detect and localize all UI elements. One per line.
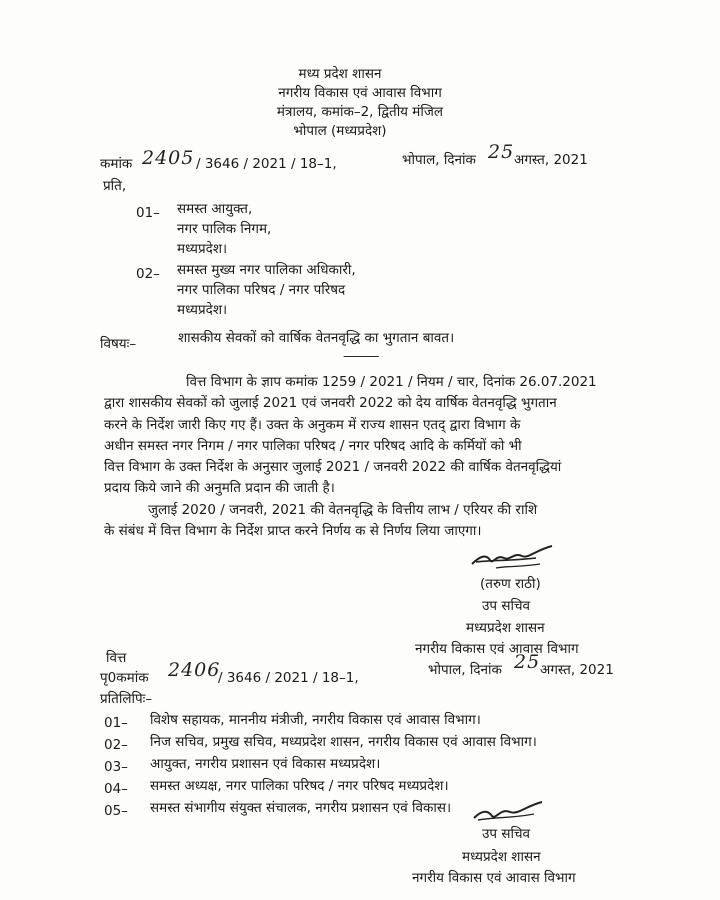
subject-label: विषयः– <box>100 336 137 352</box>
to-item-line: समस्त आयुक्त, <box>177 201 253 217</box>
copy-item-text: समस्त संभागीय संयुक्त संचालक, नगरीय प्रशासन एवं विकास। <box>150 800 452 816</box>
signature-scribble-1 <box>466 540 558 576</box>
signatory2-dept: नगरीय विकास एवं आवास विभाग <box>412 870 576 886</box>
signatory-name: (तरुण राठी) <box>480 576 541 592</box>
header-city: भोपाल (मध्यप्रदेश) <box>293 123 387 139</box>
copy-item-number: 01– <box>104 715 128 731</box>
signatory2-govt: मध्यप्रदेश शासन <box>462 849 541 865</box>
signatory-dept: नगरीय विकास एवं आवास विभाग <box>415 641 579 657</box>
header-govt: मध्य प्रदेश शासन <box>298 66 382 82</box>
to-item-line: मध्यप्रदेश। <box>177 302 228 318</box>
sign-place-date: भोपाल, दिनांक <box>428 662 502 678</box>
signatory-govt: मध्यप्रदेश शासन <box>466 620 545 636</box>
copy-ref-number: / 3646 / 2021 / 18–1, <box>218 670 359 686</box>
to-item-number: 01– <box>136 205 160 221</box>
signatory2-designation: उप सचिव <box>482 826 531 842</box>
body-line: अधीन समस्त नगर निगम / नगर पालिका परिषद / नगर परिषद आदि के कर्मियों को भी <box>104 437 522 454</box>
body-line: करने के निर्देश जारी किए गए हैं। उक्त के अनुकम में राज्य शासन एतद् द्वारा विभाग के <box>104 416 521 433</box>
body-paragraph-2 <box>104 500 616 543</box>
copy-item-number: 03– <box>104 759 128 775</box>
copy-dept-note: वित्त <box>106 650 127 666</box>
ref-handwritten-number: 2405 <box>142 147 195 169</box>
signature-scribble-2 <box>468 798 548 828</box>
body-line: वित्त विभाग के उक्त निर्देश के अनुसार जुलाई 2021 / जनवरी 2022 की वार्षिक वेतनवृद्धियां <box>104 459 562 476</box>
copy-ref-label: पृ0कमांक <box>100 670 149 686</box>
body-line: प्रदाय किये जाने की अनुमति प्रदान की जाती है। <box>104 480 335 497</box>
body-line: द्वारा शासकीय सेवकों को जुलाई 2021 एवं जनवरी 2022 को देय वार्षिक वेतनवृद्धि भुगतान <box>104 395 557 412</box>
body-line: वित्त विभाग के ज्ञाप कमांक 1259 / 2021 / नियम / चार, दिनांक 26.07.2021 <box>186 374 597 390</box>
to-item-line: मध्यप्रदेश। <box>177 241 228 257</box>
subject-text: शासकीय सेवकों को वार्षिक वेतनवृद्धि का भुगतान बावत। <box>178 330 455 346</box>
copy-handwritten-number: 2406 <box>168 659 221 681</box>
body-line: के संबंध में वित्त विभाग के निर्देश प्राप्त करने निर्णय क से निर्णय लिया जाएगा। <box>104 523 482 540</box>
header-address: मंत्रालय, कमांक–2, द्वितीय मंजिल <box>276 104 444 120</box>
sign-month-year: अगस्त, 2021 <box>540 662 614 678</box>
body-paragraph-1 <box>104 372 616 500</box>
signatory-designation: उप सचिव <box>482 598 531 614</box>
ref-number: / 3646 / 2021 / 18–1, <box>196 156 337 172</box>
ref-handwritten-day: 25 <box>488 141 515 163</box>
body-line: जुलाई 2020 / जनवरी, 2021 की वेतनवृद्धि के वित्तीय लाभ / एरियर की राशि <box>148 502 538 518</box>
to-label: प्रति, <box>103 178 127 194</box>
copy-item-number: 05– <box>104 803 128 819</box>
to-item-line: नगर पालिका परिषद / नगर परिषद <box>177 282 346 298</box>
ref-label: कमांक <box>100 156 133 172</box>
to-item-line: नगर पालिक निगम, <box>177 221 272 237</box>
copy-item-text: निज सचिव, प्रमुख सचिव, मध्यप्रदेश शासन, नगरीय विकास एवं आवास विभाग। <box>150 734 537 750</box>
subject-divider: ——— <box>343 348 378 364</box>
to-item-number: 02– <box>136 266 160 282</box>
copy-item-text: विशेष सहायक, माननीय मंत्रीजी, नगरीय विकास एवं आवास विभाग। <box>150 712 481 728</box>
header-dept: नगरीय विकास एवं आवास विभाग <box>278 85 442 101</box>
copy-item-text: आयुक्त, नगरीय प्रशासन एवं विकास मध्यप्रदेश। <box>150 756 381 772</box>
sign-handwritten-day: 25 <box>514 651 541 673</box>
copy-item-text: समस्त अध्यक्ष, नगर पालिका परिषद / नगर परिषद मध्यप्रदेश। <box>150 778 449 794</box>
ref-place-date: भोपाल, दिनांक <box>402 152 476 168</box>
copy-item-number: 04– <box>104 781 128 797</box>
copy-item-number: 02– <box>104 737 128 753</box>
to-item-line: समस्त मुख्य नगर पालिका अधिकारी, <box>177 262 356 278</box>
copies-label: प्रतिलिपिः– <box>100 691 153 707</box>
ref-month-year: अगस्त, 2021 <box>514 152 588 168</box>
